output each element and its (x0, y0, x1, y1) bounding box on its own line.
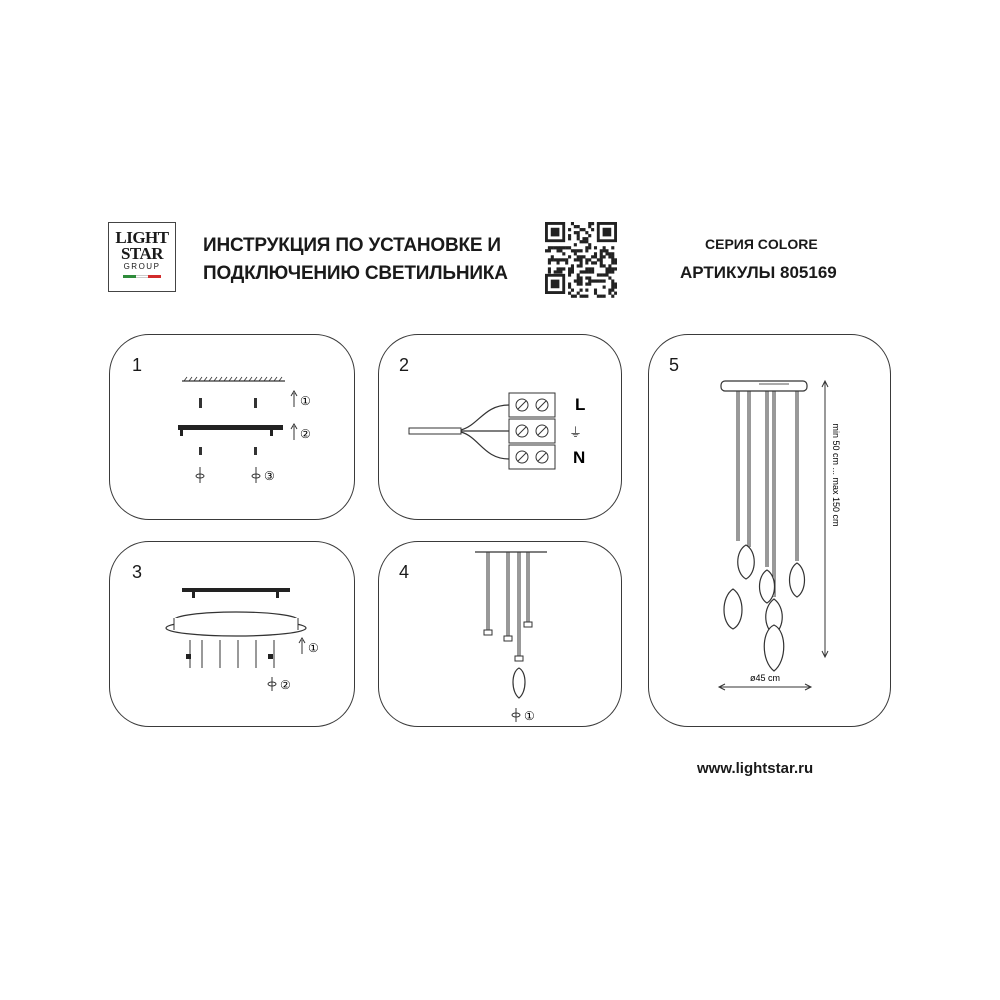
mounting-bracket (182, 588, 290, 592)
terminal-label-earth: ⏚ (569, 425, 583, 440)
height-label: min 50 cm ... max 150 cm (831, 423, 841, 527)
step-marker-1: ① (524, 709, 535, 723)
title-line-2: ПОДКЛЮЧЕНИЮ СВЕТИЛЬНИКА (203, 263, 508, 284)
arrow-up-icon (291, 391, 297, 440)
canopy (721, 381, 807, 391)
step-panel-1 (109, 334, 355, 520)
step-number: 3 (132, 562, 143, 582)
diameter-label: ø45 cm (749, 673, 781, 683)
website-url[interactable]: www.lightstar.ru (697, 760, 814, 777)
brand-logo (108, 222, 176, 292)
ceiling-hatch (184, 377, 282, 381)
terminal-label-L: L (575, 395, 586, 414)
document-title (203, 232, 533, 288)
qr-code (545, 222, 617, 298)
screw (199, 447, 202, 455)
terminal-label-N: N (573, 448, 586, 467)
logo-line-2: STAR (120, 244, 164, 263)
screwdriver-icon (196, 467, 260, 483)
step-5-illustration (649, 335, 892, 728)
cable-fixings (484, 622, 532, 661)
italian-flag-stripe (123, 275, 161, 278)
title-line-1: ИНСТРУКЦИЯ ПО УСТАНОВКЕ И (203, 235, 501, 256)
step-marker-1: ① (308, 641, 319, 655)
article-label: АРТИКУЛЫ 805169 (680, 263, 837, 282)
screwdriver-icon (268, 677, 276, 691)
height-dimension (822, 381, 828, 657)
step-3-illustration (110, 542, 356, 728)
screwdriver-icon (512, 708, 520, 722)
step-panel-2 (378, 334, 622, 520)
step-panel-4 (378, 541, 622, 727)
step-2-illustration (379, 335, 623, 521)
logo-line-1: LIGHT (115, 228, 169, 247)
glass-shade (513, 668, 525, 698)
step-number: 5 (669, 355, 680, 375)
step-1-illustration (110, 335, 356, 521)
step-marker-3: ③ (264, 469, 275, 483)
terminal-block (509, 393, 555, 469)
suspension-cables (487, 552, 529, 658)
diameter-dimension (719, 684, 811, 690)
logo-line-3: GROUP (123, 262, 161, 271)
step-marker-1: ① (300, 394, 311, 408)
wires (461, 405, 509, 459)
step-marker-2: ② (300, 427, 311, 441)
step-marker-2: ② (280, 678, 291, 692)
screw (254, 447, 257, 455)
arrow-up-icon (299, 638, 305, 654)
wall-plug (254, 398, 257, 408)
glass-shades (724, 545, 805, 671)
step-number: 1 (132, 355, 143, 375)
step-4-illustration (379, 542, 623, 728)
cable-lines (190, 640, 274, 668)
mounting-bracket (178, 425, 283, 430)
step-panel-3 (109, 541, 355, 727)
step-panel-5 (648, 334, 891, 727)
step-number: 2 (399, 355, 410, 375)
wall-plug (199, 398, 202, 408)
series-label: СЕРИЯ COLORE (705, 236, 818, 252)
step-number: 4 (399, 562, 410, 582)
